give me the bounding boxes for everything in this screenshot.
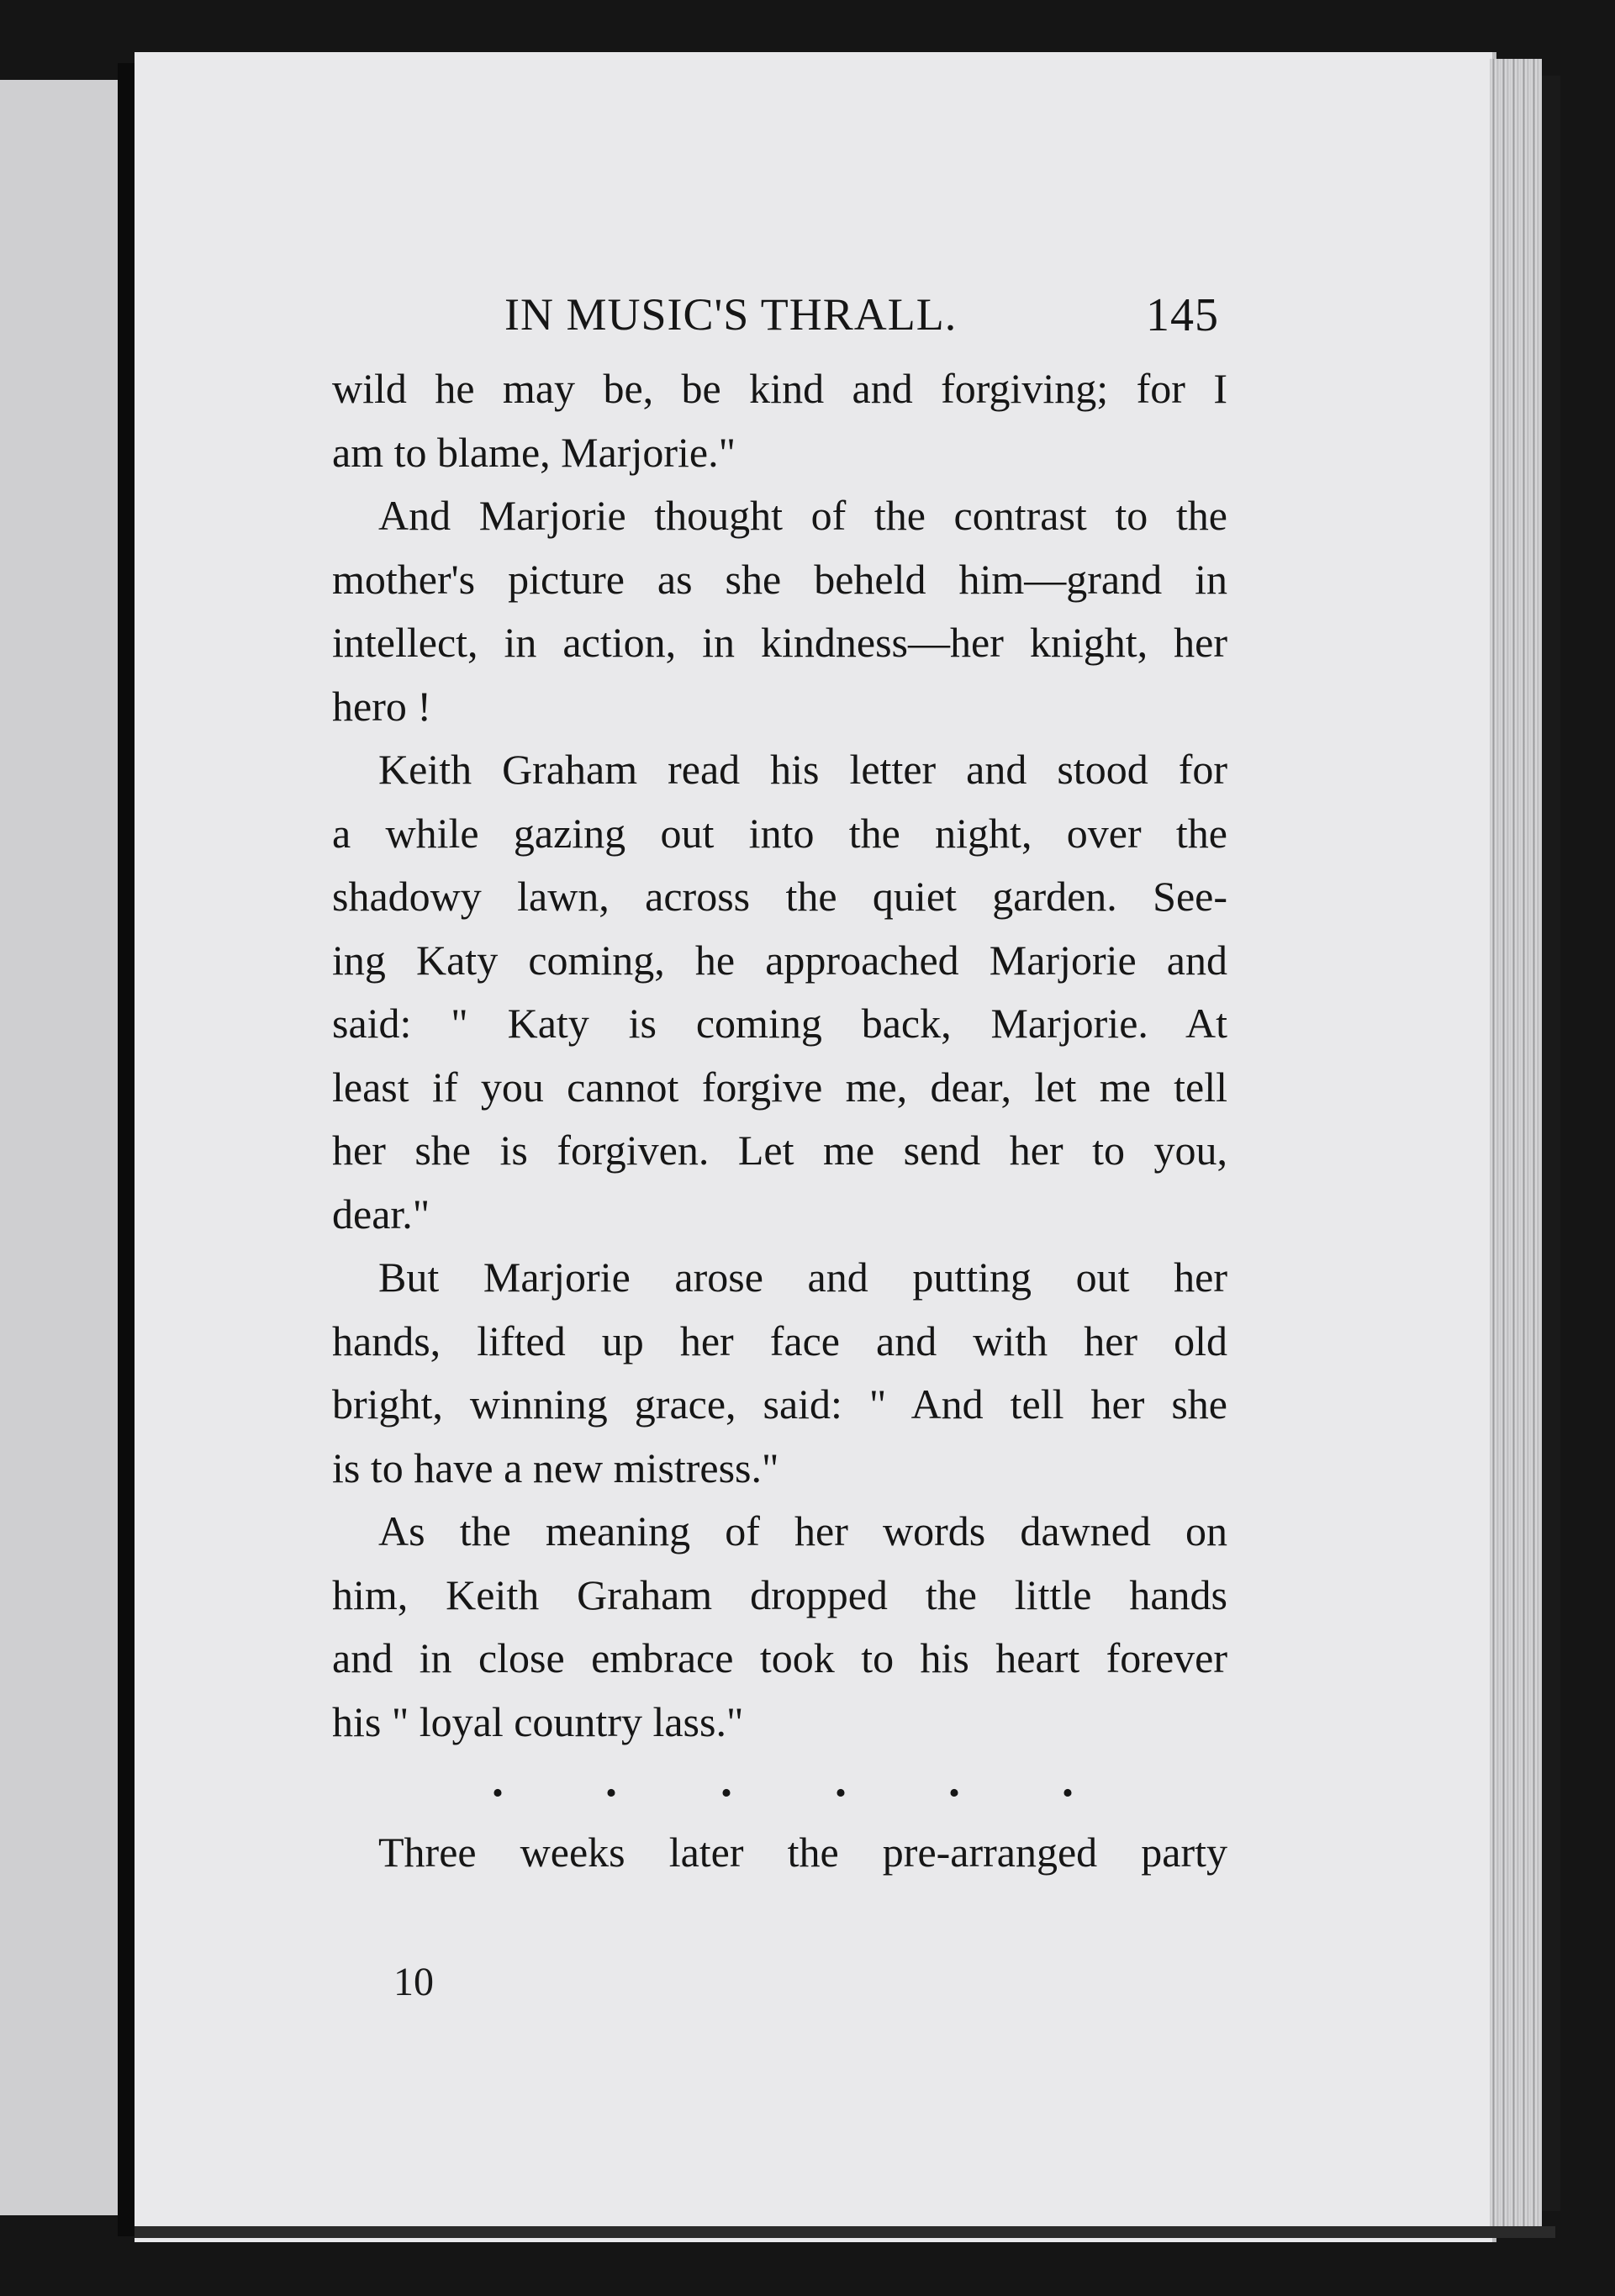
running-header [332, 282, 1227, 357]
text-line: hands, lifted up her face and with her old [332, 1317, 1227, 1364]
dot: . [948, 1755, 960, 1807]
book-spine [118, 63, 136, 2236]
dot: . [492, 1755, 504, 1807]
text-line: shadowy lawn, across the quiet garden. See- [332, 873, 1227, 920]
left-page-edge [0, 80, 118, 2215]
text-line: wild he may be, be kind and forgiving; for I [332, 365, 1227, 412]
page-edges [1490, 59, 1542, 2228]
text-line: intellect, in action, in kindness—her knight, her [332, 619, 1227, 666]
text-line: bright, winning grace, said: " And tell her she [332, 1380, 1227, 1428]
text-line: Three weeks later the pre-arranged party [378, 1829, 1227, 1876]
text-line: a while gazing out into the night, over the [332, 809, 1227, 857]
running-title: IN MUSIC'S THRALL. [504, 289, 958, 340]
paragraph-4 [332, 1246, 1227, 1500]
paragraph-1 [332, 357, 1227, 484]
section-break-dots [332, 1754, 1227, 1821]
text-line: And Marjorie thought of the contrast to the [378, 492, 1227, 539]
page-number: 145 [1146, 289, 1219, 341]
text-line: As the meaning of her words dawned on [378, 1507, 1227, 1554]
dot: . [605, 1755, 617, 1807]
text-line: said: " Katy is coming back, Marjorie. At [332, 1000, 1227, 1047]
text-line: her she is forgiven. Let me send her to you, [332, 1127, 1227, 1174]
cover-edge [1542, 76, 1560, 2211]
text-line: is to have a new mistress." [332, 1444, 779, 1491]
dot: . [1062, 1755, 1074, 1807]
text-line: hero ! [332, 682, 431, 730]
text-line: Keith Graham read his letter and stood for [378, 746, 1227, 793]
text-line: and in close embrace took to his heart forever [332, 1634, 1227, 1681]
text-line: dear." [332, 1190, 430, 1238]
text-block [332, 282, 1227, 1885]
text-line: his " loyal country lass." [332, 1697, 744, 1745]
dot: . [835, 1755, 847, 1807]
text-line: am to blame, Marjorie." [332, 428, 736, 476]
page-bottom-shadow [135, 2226, 1555, 2238]
paragraph-6 [332, 1821, 1227, 1885]
text-line: But Marjorie arose and putting out her [378, 1254, 1227, 1301]
dot: . [720, 1755, 732, 1807]
text-line: ing Katy coming, he approached Marjorie and [332, 936, 1227, 984]
paragraph-3 [332, 738, 1227, 1246]
text-line: him, Keith Graham dropped the little hands [332, 1570, 1227, 1618]
paragraph-2 [332, 484, 1227, 738]
text-line: mother's picture as she beheld him—grand in [332, 555, 1227, 603]
paragraph-5 [332, 1500, 1227, 1754]
text-line: least if you cannot forgive me, dear, let me tell [332, 1063, 1227, 1111]
signature-mark: 10 [393, 1960, 434, 2004]
